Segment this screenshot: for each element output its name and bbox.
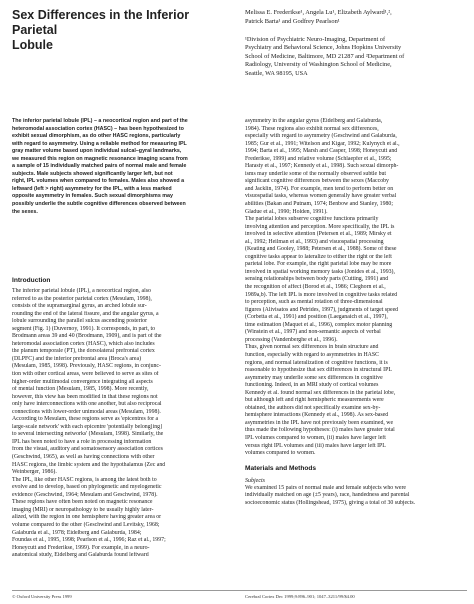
abstract-line: leftward (left > right) asymmetry for the IPL, with a less marked <box>12 185 172 192</box>
body-line: volume compared to the other (Geschwind and Levitsky, 1968; <box>12 521 160 528</box>
body-line: Weinberger, 1986). <box>12 469 57 476</box>
body-line: segment (Fig. 1) (Duvernoy, 1991). It corresponds, in part, to <box>12 325 156 332</box>
body-line: (Winstein et al., 1997) and non-semantic aspects of verbal <box>245 329 381 336</box>
body-line: IPL volumes compared to women, (ii) males have larger left <box>245 434 386 441</box>
abstract-line: we measured this region on magnetic resonance imaging scans from <box>12 155 188 162</box>
body-line: Kennedy et al. found normal sex differences in the parietal lobe, <box>245 389 396 396</box>
body-line: Thus, given normal sex differences in brain structure and <box>245 344 379 351</box>
body-line: Frederikse, 1999) and relative volume (Schlaepfer et al., 1995; <box>245 155 392 162</box>
abstract-line: a sample of 15 individually matched pairs of normal male and female <box>12 163 187 170</box>
abstract-line: with regard to asymmetry. Using a reliable method for measuring IPL <box>12 140 187 147</box>
body-line: imaging (MRI) or neuropathology to be usually highly later- <box>12 506 154 513</box>
affiliations <box>245 36 467 78</box>
body-line: visuospatial tasks, whereas women generally have greater verbal <box>245 193 397 200</box>
left-column <box>12 276 234 560</box>
affiliation-line: ¹Division of Psychiatric Neuro-Imaging, Department of <box>245 36 386 43</box>
body-line: significant cognitive differences between the sexes (Maccoby <box>245 178 389 185</box>
body-line: involving attention and perception. More specifically, the IPL is <box>245 223 395 230</box>
body-line: and Jacklin, 1974). For example, men tend to perform better on <box>245 185 394 192</box>
body-line: tion with other cortical areas, were believed to serve as sites of <box>12 371 159 378</box>
abstract <box>12 118 234 216</box>
body-line: (Mesulam, 1985, 1998). Previously, HASC regions, in conjunc- <box>12 363 161 370</box>
author-list <box>245 9 467 26</box>
body-line: al., 1992; Heilman et al., 1993) and visuospatial processing <box>245 238 384 245</box>
body-line: time estimation (Maquet et al., 1996), complex motor planning <box>245 321 393 328</box>
body-line: socioeconomic status (Hollingshead, 1975), giving a total of 30 subjects. <box>245 499 416 506</box>
body-line: cognitive tasks appear to lateralize to either the right or the left <box>245 253 392 260</box>
author-line: Melissa E. Frederikse¹, Angela Lu¹, Elizabeth Aylward¹,², <box>245 9 392 16</box>
body-line: asymmetries in the IPL have not previously been examined, we <box>245 419 394 426</box>
body-line: individually matched on age (±5 years), race, handedness and parental <box>245 492 410 499</box>
body-line: 1989a,b). The left IPL is more involved in cognitive tasks related <box>245 291 398 298</box>
body-line: rounding the end of the lateral fissure, and the angular gyrus, a <box>12 310 159 317</box>
body-line: involved in spatial working memory tasks (Jonides et al., 1993), <box>245 268 395 275</box>
body-line: IPL has been noted to have a role in processing information <box>12 438 152 445</box>
body-line: function, especially with regard to asymmetries in HASC <box>245 351 380 358</box>
body-line: higher-order multimodal convergence integrating all aspects <box>12 378 153 385</box>
abstract-line: heteromodal association cortex (HASC) – has been hypothesized to <box>12 125 184 132</box>
body-line: (Geschwind, 1965), as well as having connections with other <box>12 454 155 461</box>
right-column <box>245 118 467 507</box>
body-line: Brodmann areas 39 and 40 (Brodmann, 1909), and is part of the <box>12 333 162 340</box>
introduction-heading: Introduction <box>12 277 51 284</box>
body-line: involved in selective attention (Petersen et al., 1989; Mirsky et <box>245 231 392 238</box>
body-line: processing (Vandenberghe et al., 1996). <box>245 336 338 343</box>
body-line: (Keating and Gooley, 1988; Petersen et al., 1988). Some of these <box>245 246 397 253</box>
abstract-line: right, IPL volumes when compared to females. Males also showed a <box>12 178 185 185</box>
body-line: thus made the following hypotheses: (i) males have greater total <box>245 427 395 434</box>
journal-footer: Cerebral Cortex Dec 1999;9:896–901; 1047–3211/99/$4.00 <box>245 594 355 599</box>
abstract-line: the sexes. <box>12 208 38 215</box>
subjects-body <box>245 485 467 508</box>
paper-title <box>12 8 232 53</box>
body-line: volumes compared to women. <box>245 450 316 457</box>
body-line: functioning. Indeed, in an MRI study of cortical volumes <box>245 382 379 389</box>
body-line: anatomical study, Eidelberg and Galaburda found leftward <box>12 552 149 559</box>
body-line: heteromodal association cortex (HASC), which also includes <box>12 340 155 347</box>
body-line: (Corbetta et al., 1991) and position (Laeganaich et al., 1997), <box>245 314 388 321</box>
abstract-line: The inferior parietal lobule (IPL) – a neocortical region and part of the <box>12 118 188 124</box>
abstract-line: exhibit sexual dimorphism, as do other HASC regions, particularly <box>12 133 181 140</box>
body-line: reasonable to hypothesize that sex differences in structural IPL <box>245 367 392 374</box>
body-line: These regions have often been noted on magnetic resonance <box>12 499 153 506</box>
footer-rule <box>12 590 467 591</box>
body-line: evolve and to develop, based on phylogenetic and myelogenetic <box>12 484 162 491</box>
body-line: Foundas et al., 1995, 1998; Pearlson et al., 1996; Raz et al., 1997; <box>12 537 166 544</box>
subjects-heading: Subjects <box>245 477 265 484</box>
body-line: (DLPFC) and the inferior prefrontal area (Broca's area) <box>12 355 142 362</box>
body-line: Honeycutt and Frederikse, 1999). For example, in a neuro- <box>12 544 150 551</box>
author-line: Patrick Barta¹ and Godfrey Pearlson¹ <box>245 17 340 25</box>
abstract-line: possibly underlie the subtle cognitive differences observed between <box>12 201 186 208</box>
body-line: to perception, such as mental rotation of three-dimensional <box>245 299 383 306</box>
body-line: Harasty et al., 1997; Kennedy et al., 1998). Such sexual dimorph- <box>245 163 399 170</box>
body-line: only have interconnections with one another, but also reciprocal <box>12 401 162 408</box>
body-line: but although left and right hemispheric measurements were <box>245 397 384 404</box>
body-line: versus right IPL volumes and (iii) males have larger left IPL <box>245 442 386 449</box>
body-line: regions, and normal lateralization of cognitive functions, it is <box>245 359 388 366</box>
body-line: hemisphere interactions (Kennedy et al., 1998). As sex-based <box>245 412 389 419</box>
body-line: 1994; Barta et al., 1995; Marsh and Casper, 1998; Honeycutt and <box>245 148 398 155</box>
abstract-line: subjects. Male subjects showed significantly larger left, but not <box>12 170 173 177</box>
body-line: parietal lobe. For example, the right parietal lobe may be more <box>245 261 392 268</box>
abstract-line: opposite asymmetry in females. Such sexual dimorphisms may <box>12 193 173 200</box>
body-line: The parietal lobes subserve cognitive functions primarily <box>245 216 379 223</box>
body-line: to several intersecting networks' (Mesulam, 1998). Similarly, the <box>12 431 164 438</box>
body-line: of mental function (Mesulam, 1985, 1998). More recently, <box>12 386 149 393</box>
body-line: 1985; Gur et al., 1991; Witelson and Kigar, 1992; Kulynych et al., <box>245 140 400 147</box>
body-line: asymmetry may underlie some sex differences in cognitive <box>245 374 383 381</box>
introduction-body <box>12 288 234 560</box>
affiliation-line: Psychiatry and Behavioral Science, Johns Hopkins University <box>245 44 402 52</box>
body-line: We examined 15 pairs of normal male and female subjects who were <box>245 484 406 491</box>
body-line: lobule surrounding the parallel sulcus ascending posterior <box>12 318 148 325</box>
body-line: the recognition of affect (Borod et al., 1986; Cleghorn et al., <box>245 284 386 291</box>
copyright-footer: © Oxford University Press 1999 <box>12 594 72 599</box>
body-line: sensing relationships between body parts (Cutting, 1991) and <box>245 276 389 283</box>
body-line: referred to as the posterior parietal cortex (Mesulam, 1998), <box>12 295 152 302</box>
introduction-continued <box>245 118 467 458</box>
body-line: connections with lower-order unimodal areas (Mesulam, 1998). <box>12 408 161 415</box>
affiliation-line: Seattle, WA 98195, USA <box>245 69 308 77</box>
body-line: abilities (Bakan and Putnam, 1974; Benbow and Stanley, 1980; <box>245 201 393 208</box>
body-line: Galaburda et al., 1978; Eidelberg and Galaburda, 1984; <box>12 529 142 536</box>
body-line: Gladue et al., 1990; Holden, 1991). <box>245 208 328 215</box>
body-line: alized, with the region in one hemisphere having greater area or <box>12 514 162 521</box>
body-line: asymmetry in the angular gyrus (Eidelberg and Galaburda, <box>245 118 383 124</box>
body-line: isms may underlie some of the normally observed subtle but <box>245 170 387 177</box>
body-line: The IPL, like other HASC regions, is among the latest both to <box>12 476 157 483</box>
affiliation-line: School of Medicine, Baltimore, MD 21287 and ²Department of <box>245 52 405 60</box>
affiliation-line: Radiology, University of Washington School of Medicine, <box>245 61 392 69</box>
title-line: Sex Differences in the Inferior Parietal <box>12 8 190 37</box>
body-line: especially with regard to asymmetry (Geschwind and Galaburda, <box>245 133 397 140</box>
body-line: however, this view has been modified in that these regions not <box>12 393 158 400</box>
abstract-line: gray matter volume based upon individual sulcal–gyral landmarks, <box>12 148 182 155</box>
body-line: HASC regions, the limbic system and the hypothalamus (Zec and <box>12 461 166 468</box>
body-line: The inferior parietal lobule (IPL), a neocortical region, also <box>12 288 151 294</box>
body-line: consists of the supramarginal gyrus, an arched lobule sur- <box>12 303 147 310</box>
title-line: Lobule <box>12 38 53 52</box>
body-line: large-scale network' with each epicentre 'potentially belong[ing] <box>12 423 162 430</box>
methods-heading: Materials and Methods <box>245 464 317 472</box>
body-line: 1984). These regions also exhibit normal sex differences, <box>245 125 379 132</box>
body-line: According to Mesulam, these regions serve as 'epicentres for a <box>12 416 159 423</box>
body-line: the planum temporale (PT), the dorsolateral prefrontal cortex <box>12 348 155 355</box>
body-line: obtained, the authors did not specifically examine sex-by- <box>245 404 381 411</box>
body-line: figures (Alivisatos and Petrides, 1997), judgments of target speed <box>245 306 399 313</box>
body-line: from the visual, auditory and somatosensory association cortices <box>12 446 163 453</box>
body-line: evidence (Geschwind, 1964; Mesulam and Geschwind, 1978). <box>12 491 158 498</box>
